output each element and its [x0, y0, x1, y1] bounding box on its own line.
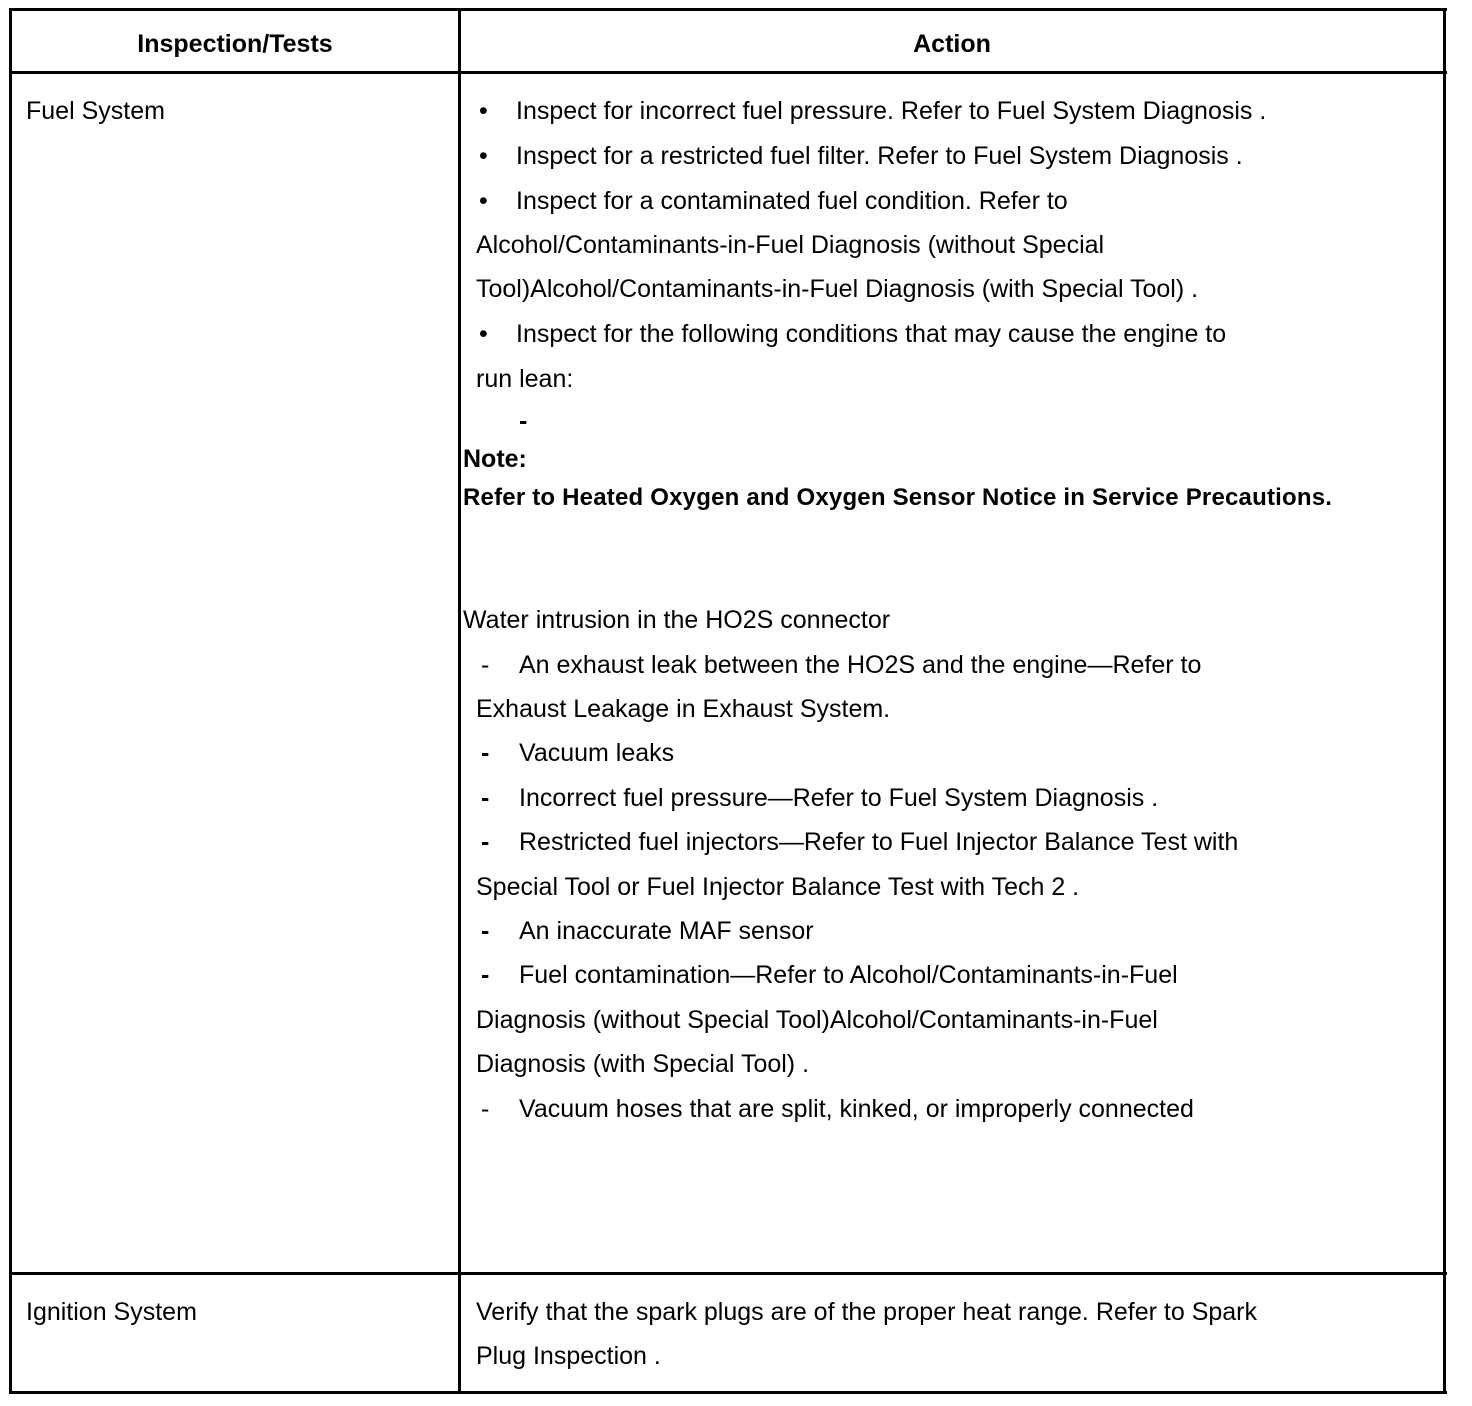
bullet-icon: • — [479, 142, 488, 170]
note-label: Note: — [463, 445, 527, 473]
condition-fuel-contamination-line-3: Diagnosis (with Special Tool) . — [476, 1050, 810, 1078]
bullet-icon: • — [479, 97, 488, 125]
dash-icon: - — [481, 828, 490, 856]
table-top-border — [9, 8, 1447, 11]
condition-inaccurate-maf: An inaccurate MAF sensor — [519, 917, 814, 945]
condition-restricted-injectors-line-1: Restricted fuel injectors—Refer to Fuel Injector Balance Test with — [519, 828, 1239, 856]
dash-icon: - — [481, 784, 490, 812]
action-bullet-1: Inspect for incorrect fuel pressure. Refer to Fuel System Diagnosis . — [516, 97, 1267, 125]
action-bullet-3-line-1: Inspect for a contaminated fuel condition. Refer to — [516, 187, 1068, 215]
dash-icon: - — [481, 917, 490, 945]
row-divider — [9, 1272, 1447, 1275]
condition-vacuum-hoses: Vacuum hoses that are split, kinked, or improperly connected — [519, 1095, 1194, 1123]
condition-exhaust-leak-line-1: An exhaust leak between the HO2S and the engine—Refer to — [519, 651, 1202, 679]
table-bottom-border — [9, 1391, 1447, 1394]
action-bullet-3-line-3: Tool)Alcohol/Contaminants-in-Fuel Diagnosis (with Special Tool) . — [476, 275, 1199, 303]
ignition-action-line-1: Verify that the spark plugs are of the proper heat range. Refer to Spark — [476, 1298, 1258, 1326]
column-header-action: Action — [913, 30, 991, 58]
header-bottom-border — [9, 71, 1447, 74]
note-text: Refer to Heated Oxygen and Oxygen Sensor Notice in Service Precautions. — [463, 484, 1333, 511]
dash-icon: - — [481, 961, 490, 989]
dash-icon: - — [519, 407, 528, 435]
condition-vacuum-leaks: Vacuum leaks — [519, 739, 675, 767]
dash-icon: - — [481, 739, 490, 767]
action-bullet-4-line-1: Inspect for the following conditions that may cause the engine to — [516, 320, 1227, 348]
action-bullet-4-line-2: run lean: — [476, 365, 574, 393]
bullet-icon: • — [479, 320, 488, 348]
bullet-icon: • — [479, 187, 488, 215]
column-header-inspection-tests: Inspection/Tests — [137, 30, 333, 58]
condition-fuel-contamination-line-1: Fuel contamination—Refer to Alcohol/Contaminants-in-Fuel — [519, 961, 1178, 989]
action-bullet-3-line-2: Alcohol/Contaminants-in-Fuel Diagnosis (without Special — [476, 231, 1105, 259]
condition-restricted-injectors-line-2: Special Tool or Fuel Injector Balance Test with Tech 2 . — [476, 873, 1080, 901]
condition-fuel-contamination-line-2: Diagnosis (without Special Tool)Alcohol/Contaminants-in-Fuel — [476, 1006, 1158, 1034]
dash-icon: - — [481, 1095, 490, 1123]
condition-water-intrusion: Water intrusion in the HO2S connector — [463, 606, 891, 634]
table-right-border — [1443, 8, 1446, 1394]
condition-incorrect-fuel-pressure: Incorrect fuel pressure—Refer to Fuel System Diagnosis . — [519, 784, 1159, 812]
table-left-border — [9, 8, 12, 1394]
condition-exhaust-leak-line-2: Exhaust Leakage in Exhaust System. — [476, 695, 891, 723]
row-label-ignition-system: Ignition System — [26, 1298, 197, 1326]
column-divider — [458, 8, 461, 1394]
action-bullet-2: Inspect for a restricted fuel filter. Refer to Fuel System Diagnosis . — [516, 142, 1243, 170]
ignition-action-line-2: Plug Inspection . — [476, 1342, 661, 1370]
row-label-fuel-system: Fuel System — [26, 97, 165, 125]
dash-icon: - — [481, 651, 490, 679]
